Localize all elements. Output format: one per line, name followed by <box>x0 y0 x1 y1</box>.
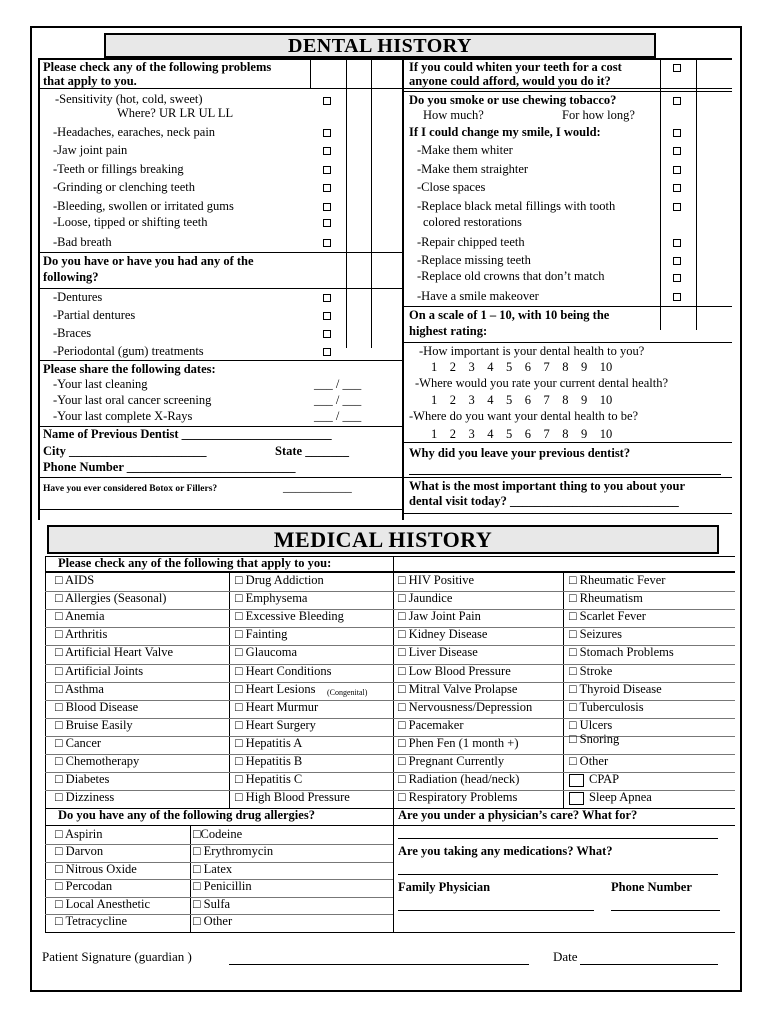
medical-condition[interactable]: □ Stomach Problems <box>569 645 674 659</box>
had-header: following? <box>43 270 99 284</box>
problem-item: -Sensitivity (hot, cold, sweet) <box>55 92 203 106</box>
phone-number-line[interactable] <box>611 910 720 911</box>
problem-item: -Bleeding, swollen or irritated gums <box>53 199 234 213</box>
medical-condition[interactable]: □ Hepatitis A <box>235 736 303 750</box>
date-item: -Your last oral cancer screening <box>53 393 212 407</box>
medical-row-rule <box>45 664 735 665</box>
checkbox[interactable] <box>323 184 331 192</box>
problem-item: Where? UR LR UL LL <box>117 106 234 120</box>
medical-condition[interactable]: □ AIDS <box>55 573 95 587</box>
state-field[interactable]: State _______ <box>275 444 349 458</box>
medical-divider <box>393 556 394 932</box>
dental-center-divider <box>402 58 404 520</box>
checkbox[interactable] <box>673 166 681 174</box>
medical-condition[interactable]: □ Emphysema <box>235 591 308 605</box>
medical-condition[interactable]: □ Scarlet Fever <box>569 609 646 623</box>
medical-condition[interactable]: □ Heart Murmur <box>235 700 319 714</box>
phone-number-label: Phone Number <box>611 880 692 894</box>
medical-condition[interactable]: □ Stroke <box>569 664 613 678</box>
checkbox[interactable] <box>673 147 681 155</box>
dental-rule <box>38 252 402 253</box>
checkbox[interactable] <box>673 239 681 247</box>
medical-row-rule <box>45 718 735 719</box>
checkbox[interactable] <box>673 64 681 72</box>
allergy-option[interactable]: □ Tetracycline <box>55 914 128 928</box>
checkbox[interactable] <box>323 348 331 356</box>
medical-condition: Sleep Apnea <box>589 790 652 804</box>
dental-divider <box>660 58 661 330</box>
most-important-question: What is the most important thing to you about your <box>409 479 686 493</box>
checkbox[interactable] <box>323 330 331 338</box>
medical-condition[interactable]: □ Mitral Valve Prolapse <box>398 682 518 696</box>
medical-condition[interactable]: □ Liver Disease <box>398 645 478 659</box>
checkbox[interactable] <box>673 257 681 265</box>
allergy-option[interactable]: □ Sulfa <box>193 897 231 911</box>
medical-condition[interactable]: □ Tuberculosis <box>569 700 644 714</box>
why-leave-line[interactable] <box>409 474 721 475</box>
medical-condition[interactable]: □ Jaundice <box>398 591 453 605</box>
city-field[interactable]: City ______________________ <box>43 444 207 458</box>
medical-condition[interactable]: □ Snoring <box>569 732 620 746</box>
checkbox[interactable] <box>323 312 331 320</box>
checkbox[interactable] <box>323 97 331 105</box>
allergy-option[interactable]: □Codeine <box>193 827 243 841</box>
medical-condition[interactable]: □ Dizziness <box>55 790 115 804</box>
medical-check-header: Please check any of the following that apply to you: <box>58 556 332 570</box>
medical-condition[interactable]: □ Heart Lesions <box>235 682 316 696</box>
dental-divider <box>696 58 697 330</box>
medical-condition[interactable]: □ Artificial Heart Valve <box>55 645 174 659</box>
dental-rule <box>38 288 402 289</box>
change-header: If I could change my smile, I would: <box>409 125 601 139</box>
problem-item: -Bad breath <box>53 235 112 249</box>
allergy-option[interactable]: □ Local Anesthetic <box>55 897 151 911</box>
change-item: -Make them straighter <box>417 162 529 176</box>
medical-row-rule <box>45 754 735 755</box>
medical-condition[interactable]: □ Other <box>569 754 609 768</box>
rating-scale[interactable]: 1 2 3 4 5 6 7 8 9 10 <box>431 427 613 441</box>
medical-condition[interactable]: □ Hepatitis B <box>235 754 303 768</box>
medical-condition[interactable]: □ Bruise Easily <box>55 718 133 732</box>
phone-field[interactable]: Phone Number ___________________________ <box>43 460 296 474</box>
signature-label: Patient Signature (guardian ) <box>42 949 192 964</box>
checkbox[interactable] <box>673 293 681 301</box>
date-item: -Your last complete X-Rays <box>53 409 193 423</box>
medical-condition[interactable]: □ Cancer <box>55 736 102 750</box>
dental-divider <box>310 58 311 88</box>
scale-question: -Where would you rate your current dental health? <box>415 376 669 390</box>
medical-condition[interactable]: □ Artificial Joints <box>55 664 144 678</box>
medications-line[interactable] <box>398 874 718 875</box>
allergy-option[interactable]: □ Other <box>193 914 233 928</box>
medical-condition[interactable]: □ Jaw Joint Pain <box>398 609 481 623</box>
allergy-option[interactable]: □ Erythromycin <box>193 844 274 858</box>
why-leave-question: Why did you leave your previous dentist? <box>409 446 631 460</box>
checkbox[interactable] <box>323 147 331 155</box>
checkbox[interactable] <box>569 774 584 787</box>
medical-condition[interactable]: □ Low Blood Pressure <box>398 664 511 678</box>
checkbox[interactable] <box>673 184 681 192</box>
dental-left-border <box>38 58 40 520</box>
date-line[interactable] <box>580 964 718 965</box>
dental-rule <box>402 306 732 307</box>
checkbox[interactable] <box>323 203 331 211</box>
medical-condition[interactable]: □ Rheumatic Fever <box>569 573 666 587</box>
medical-condition[interactable]: □ High Blood Pressure <box>235 790 350 804</box>
medical-condition[interactable]: □ Chemotherapy <box>55 754 140 768</box>
medical-divider <box>45 556 46 932</box>
medical-condition[interactable]: □ Blood Disease <box>55 700 139 714</box>
date-label: Date <box>553 949 578 964</box>
had-item: -Dentures <box>53 290 103 304</box>
change-item: -Make them whiter <box>417 143 513 157</box>
dental-rule <box>38 360 402 361</box>
smoke-question: Do you smoke or use chewing tobacco? <box>409 93 617 107</box>
date-blank[interactable]: ___ / ___ <box>314 409 362 423</box>
whiten-question: If you could whiten your teeth for a cost <box>409 60 622 74</box>
allergy-option[interactable]: □ Darvon <box>55 844 104 858</box>
most-important-question[interactable]: dental visit today? ___________________________ <box>409 494 679 508</box>
medical-condition[interactable]: □ Pregnant Currently <box>398 754 505 768</box>
medical-condition[interactable]: □ Excessive Bleeding <box>235 609 344 623</box>
medical-condition[interactable]: □ Fainting <box>235 627 288 641</box>
change-item: colored restorations <box>423 215 522 229</box>
change-item: -Replace old crowns that don’t match <box>417 269 605 283</box>
medical-condition[interactable]: □ Diabetes <box>55 772 110 786</box>
dental-divider <box>346 58 347 348</box>
physician-care-question: Are you under a physician’s care? What for? <box>398 808 638 822</box>
rating-scale[interactable]: 1 2 3 4 5 6 7 8 9 10 <box>431 393 613 407</box>
problem-item: -Teeth or fillings breaking <box>53 162 184 176</box>
dental-rule <box>38 88 732 89</box>
medical-condition[interactable]: □ Rheumatism <box>569 591 643 605</box>
allergy-option[interactable]: □ Penicillin <box>193 879 252 893</box>
dental-rule <box>38 509 402 510</box>
checkbox[interactable] <box>673 203 681 211</box>
scale-question: -How important is your dental health to you? <box>419 344 645 358</box>
botox-blank[interactable]: ___________ <box>283 480 352 494</box>
checkbox[interactable] <box>323 166 331 174</box>
problems-header: Please check any of the following problems <box>43 60 272 74</box>
congenital-note: (Congenital) <box>327 688 368 697</box>
family-physician-line[interactable] <box>398 910 594 911</box>
problem-item: -Headaches, earaches, neck pain <box>53 125 216 139</box>
dental-divider <box>371 58 372 348</box>
change-item: -Have a smile makeover <box>417 289 539 303</box>
whiten-question: anyone could afford, would you do it? <box>409 74 611 88</box>
medical-row-rule <box>45 736 735 737</box>
allergy-option[interactable]: □ Nitrous Oxide <box>55 862 137 876</box>
date-item: -Your last cleaning <box>53 377 148 391</box>
change-item: -Repair chipped teeth <box>417 235 525 249</box>
scale-question: -Where do you want your dental health to be? <box>409 409 639 423</box>
problem-item: -Jaw joint pain <box>53 143 128 157</box>
checkbox[interactable] <box>673 129 681 137</box>
medical-condition[interactable]: □ Allergies (Seasonal) <box>55 591 167 605</box>
change-item: -Close spaces <box>417 180 486 194</box>
medical-condition[interactable]: □ Seizures <box>569 627 623 641</box>
medical-condition[interactable]: □ Heart Conditions <box>235 664 332 678</box>
allergy-header: Do you have any of the following drug allergies? <box>58 808 315 822</box>
scale-header: On a scale of 1 – 10, with 10 being the <box>409 308 610 322</box>
medical-row-rule <box>45 772 735 773</box>
dental-rule <box>38 477 732 478</box>
checkbox[interactable] <box>323 129 331 137</box>
medical-condition[interactable]: □ Arthritis <box>55 627 108 641</box>
dental-rule <box>402 442 732 443</box>
medical-condition[interactable]: □ Glaucoma <box>235 645 298 659</box>
medical-condition[interactable]: □ Heart Surgery <box>235 718 316 732</box>
dental-history-title: DENTAL HISTORY <box>104 33 656 58</box>
dental-rule <box>402 513 732 514</box>
had-item: -Braces <box>53 326 92 340</box>
problem-item: -Loose, tipped or shifting teeth <box>53 215 208 229</box>
medical-condition[interactable]: □ Anemia <box>55 609 105 623</box>
checkbox[interactable] <box>323 219 331 227</box>
checkbox[interactable] <box>569 792 584 805</box>
medical-rule <box>45 825 735 826</box>
had-header: Do you have or have you had any of the <box>43 254 254 268</box>
medical-condition[interactable]: □ Asthma <box>55 682 104 696</box>
date-blank[interactable]: ___ / ___ <box>314 393 362 407</box>
allergy-option[interactable]: □ Percodan <box>55 879 113 893</box>
medical-condition: CPAP <box>589 772 620 786</box>
medical-condition[interactable]: □ Phen Fen (1 month +) <box>398 736 519 750</box>
medical-condition[interactable]: □ Radiation (head/neck) <box>398 772 520 786</box>
dates-header: Please share the following dates: <box>43 362 216 376</box>
had-item: -Partial dentures <box>53 308 136 322</box>
problems-header: that apply to you. <box>43 74 137 88</box>
medications-question: Are you taking any medications? What? <box>398 844 613 858</box>
medical-condition[interactable]: □ Pacemaker <box>398 718 464 732</box>
how-long: For how long? <box>562 108 635 122</box>
dental-rule <box>402 342 732 343</box>
change-item: -Replace black metal fillings with tooth <box>417 199 616 213</box>
medical-condition[interactable]: □ Drug Addiction <box>235 573 324 587</box>
allergy-option[interactable]: □ Latex <box>193 862 233 876</box>
signature-line[interactable] <box>229 964 529 965</box>
checkbox[interactable] <box>673 97 681 105</box>
medical-condition[interactable]: □ HIV Positive <box>398 573 475 587</box>
checkbox[interactable] <box>323 239 331 247</box>
allergy-option[interactable]: □ Aspirin <box>55 827 103 841</box>
medical-condition[interactable]: □ Kidney Disease <box>398 627 488 641</box>
medical-row-rule <box>45 627 735 628</box>
medical-condition[interactable]: □ Thyroid Disease <box>569 682 662 696</box>
checkbox[interactable] <box>323 294 331 302</box>
medical-history-title: MEDICAL HISTORY <box>47 525 719 554</box>
medical-condition[interactable]: □ Respiratory Problems <box>398 790 518 804</box>
change-item: -Replace missing teeth <box>417 253 531 267</box>
botox-question: Have you ever considered Botox or Fillers? <box>43 484 218 494</box>
problem-item: -Grinding or clenching teeth <box>53 180 195 194</box>
medical-condition[interactable]: □ Nervousness/Depression <box>398 700 533 714</box>
scale-header: highest rating: <box>409 324 488 338</box>
how-much: How much? <box>423 108 484 122</box>
date-blank[interactable]: ___ / ___ <box>314 377 362 391</box>
rating-scale[interactable]: 1 2 3 4 5 6 7 8 9 10 <box>431 360 613 374</box>
medical-condition[interactable]: □ Ulcers <box>569 718 613 732</box>
physician-care-line[interactable] <box>398 838 718 839</box>
medical-bottom-rule <box>45 932 735 933</box>
had-item: -Periodontal (gum) treatments <box>53 344 204 358</box>
previous-dentist-field[interactable]: Name of Previous Dentist ________________________ <box>43 427 332 441</box>
medical-condition[interactable]: □ Hepatitis C <box>235 772 303 786</box>
family-physician-label: Family Physician <box>398 880 491 894</box>
checkbox[interactable] <box>673 274 681 282</box>
dental-rule <box>402 91 732 92</box>
